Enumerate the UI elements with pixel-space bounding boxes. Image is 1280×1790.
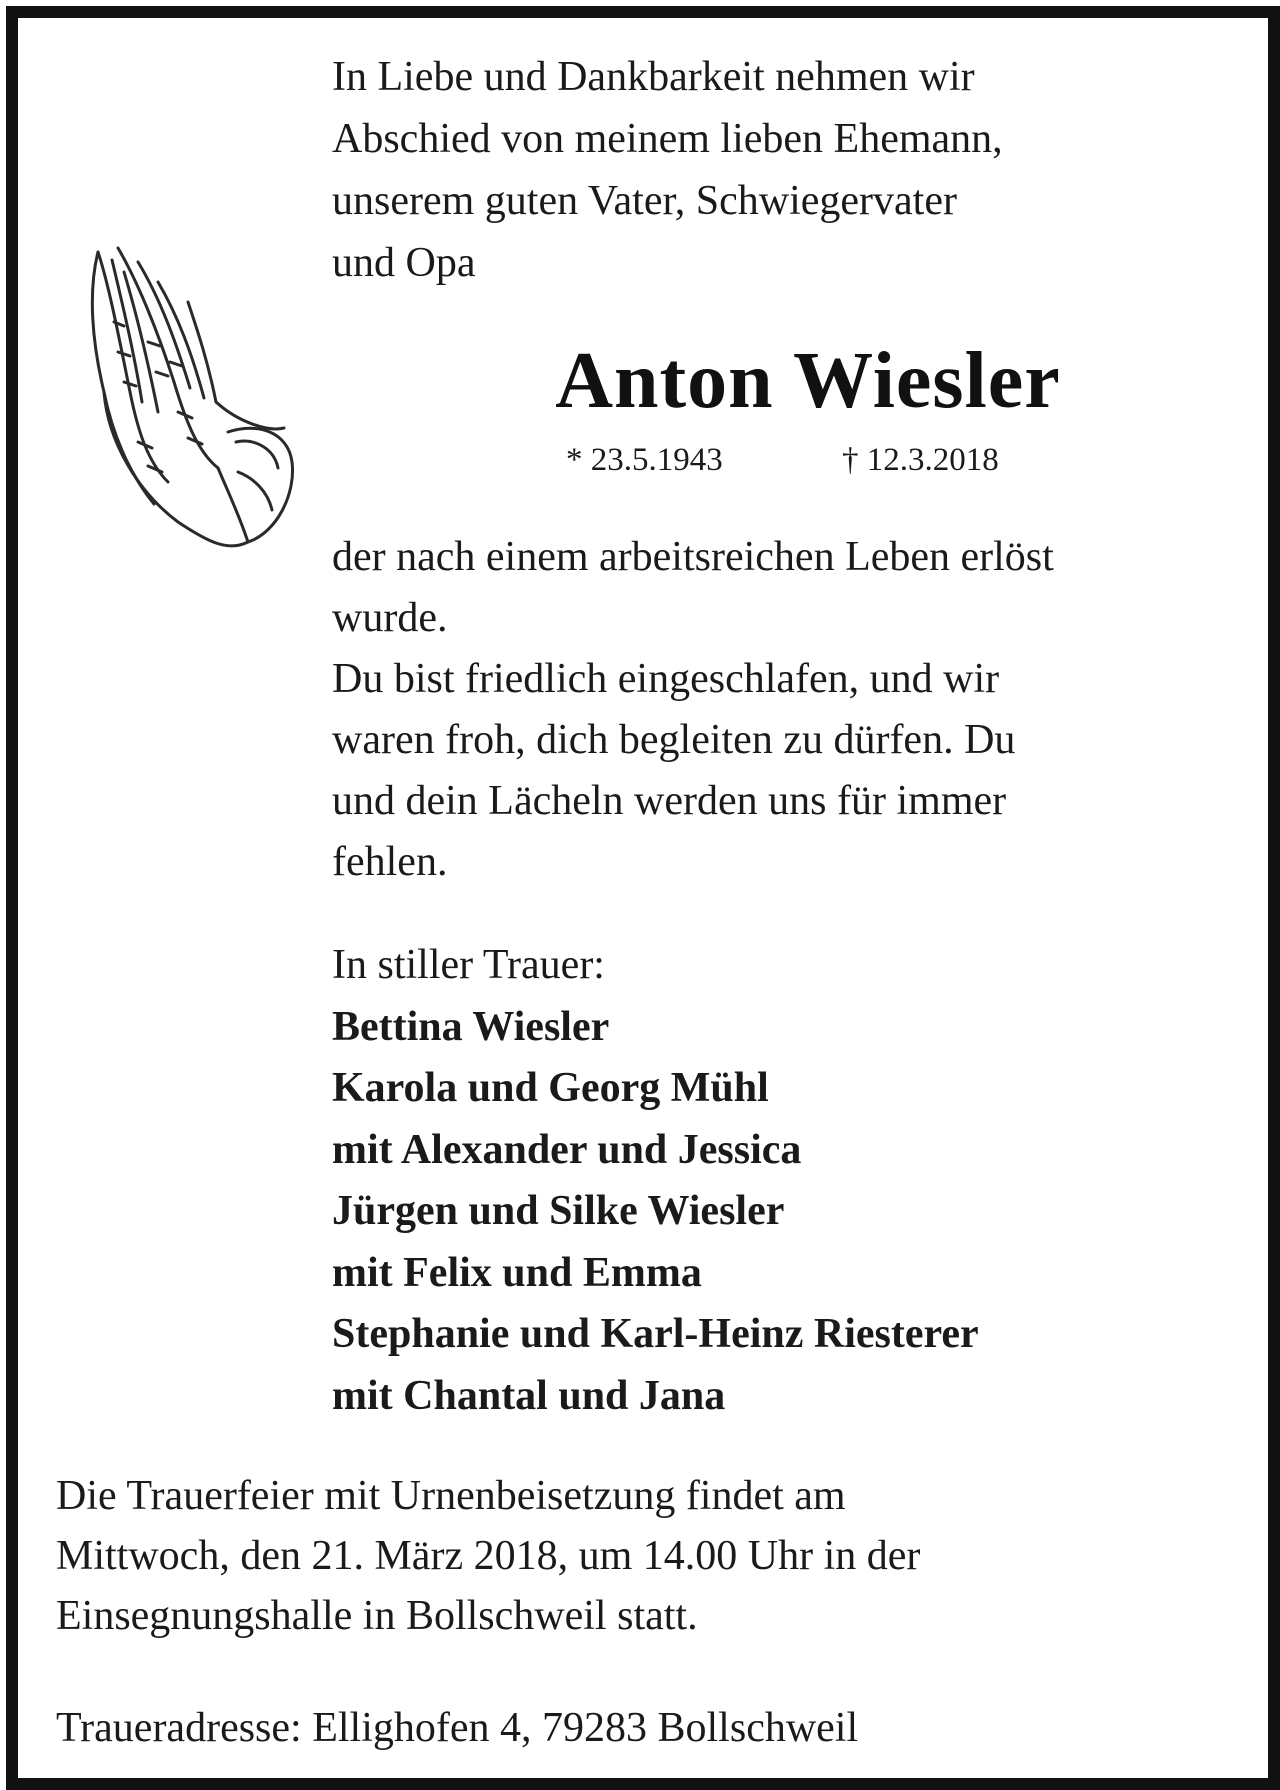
body-line: der nach einem arbeitsreichen Leben erlöst <box>332 534 1054 580</box>
death-date: † 12.3.2018 <box>842 442 999 478</box>
obituary-frame <box>6 6 1280 1790</box>
intro-line: und Opa <box>332 240 476 286</box>
intro-text <box>332 46 1232 294</box>
praying-hands-icon <box>78 242 298 562</box>
body-line: Du bist friedlich eingeschlafen, und wir <box>332 656 1000 702</box>
intro-line: unserem guten Vater, Schwiegervater <box>332 178 957 224</box>
mourner-name: mit Chantal und Jana <box>332 1372 726 1419</box>
mourner-name: Jürgen und Silke Wiesler <box>332 1188 785 1234</box>
ceremony-notice <box>56 1466 1236 1646</box>
mourner-name: mit Felix und Emma <box>332 1249 702 1296</box>
mourning-address: Traueradresse: Ellighofen 4, 79283 Bollschweil <box>56 1705 859 1751</box>
body-line: wurde. <box>332 595 448 641</box>
ceremony-line: Einsegnungshalle in Bollschweil statt. <box>56 1593 698 1639</box>
body-line: und dein Lächeln werden uns für immer <box>332 778 1007 824</box>
mourners-list <box>332 935 1262 1427</box>
mourner-name: Stephanie und Karl-Heinz Riesterer <box>332 1311 979 1357</box>
mourners-heading: In stiller Trauer: <box>332 942 605 988</box>
body-line: fehlen. <box>332 839 448 885</box>
mourner-name: Karola und Georg Mühl <box>332 1065 769 1111</box>
intro-line: In Liebe und Dankbarkeit nehmen wir <box>332 54 975 100</box>
ceremony-line: Mittwoch, den 21. März 2018, um 14.00 Uhr in der <box>56 1533 921 1579</box>
mourner-name: Bettina Wiesler <box>332 1003 610 1050</box>
body-line: waren froh, dich begleiten zu dürfen. Du <box>332 717 1016 763</box>
birth-date: * 23.5.1943 <box>566 442 723 478</box>
intro-line: Abschied von meinem lieben Ehemann, <box>332 116 1003 162</box>
deceased-name: Anton Wiesler <box>555 337 1061 425</box>
body-text <box>332 527 1262 893</box>
ceremony-line: Die Trauerfeier mit Urnenbeisetzung findet am <box>56 1473 846 1519</box>
mourner-name: mit Alexander und Jessica <box>332 1126 802 1173</box>
